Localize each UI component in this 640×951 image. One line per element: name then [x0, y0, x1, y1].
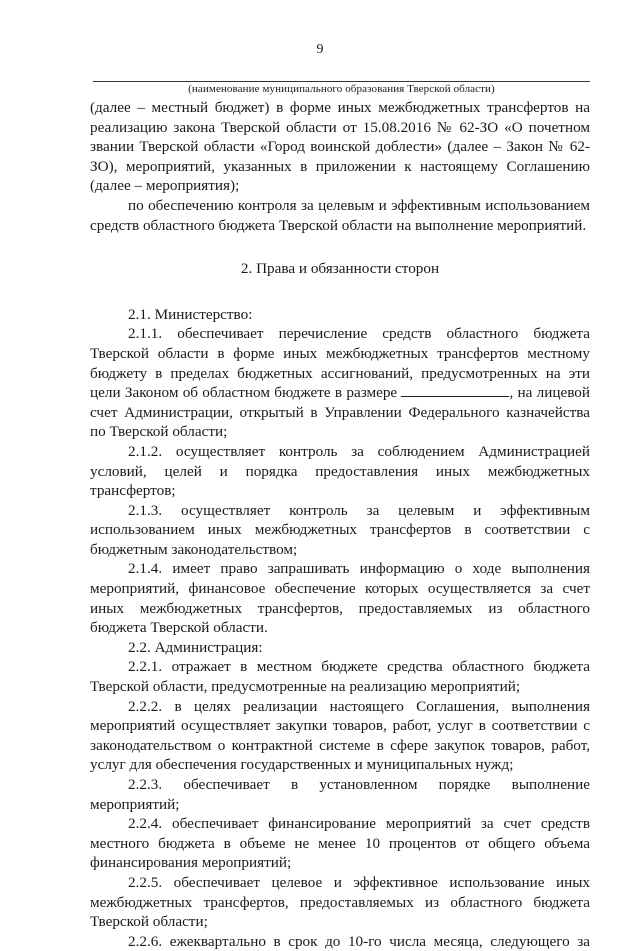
page-number: 9 — [316, 42, 324, 57]
municipality-caption: (наименование муниципального образования Тверской области) — [188, 83, 495, 95]
amount-blank-field — [401, 384, 509, 397]
document-body — [90, 98, 590, 951]
municipality-name-line — [93, 81, 590, 82]
ministry-clause-2-1-2: 2.1.2. осуществляет контроль за соблюдением Администрацией условий, целей и порядка предоставления иных межбюджетных трансфертов; — [90, 442, 590, 500]
administration-clause-2-2-1: 2.2.1. отражает в местном бюджете средства областного бюджета Тверской области, предусмотренные на реализацию мероприятий; — [90, 658, 590, 696]
intro-line-3: по обеспечению контроля за целевым и эффективным использованием средств областного бюджета Тверской области на выполнение мероприятий. — [90, 196, 590, 234]
ministry-clause-2-1-1 — [90, 324, 590, 442]
ministry-clause-2-1-3: 2.1.3. осуществляет контроль за целевым и эффективным использованием иных межбюджетных трансфертов в соответствии с бюджетным законодательством; — [90, 501, 590, 558]
administration-clause-2-2-4: 2.2.4. обеспечивает финансирование мероприятий за счет средств местного бюджета в объеме не менее 10 процентов от общего объема финансирования мероприятий; — [90, 815, 590, 872]
ministry-clause-2-1-4: 2.1.4. имеет право запрашивать информацию о ходе выполнения мероприятий, финансовое обеспечение которых осуществляется за счет иных межбюджетных трансфертов, предоставляемых из областного бюджета Тверской области. — [90, 560, 590, 637]
ministry-title: 2.1. Министерство: — [128, 305, 253, 323]
section-heading: 2. Права и обязанности сторон — [240, 260, 440, 278]
clause-2-1-1-text-end: , на лицевой счет Администрации, открытый в Управлении Федерального казначейства по Тверской области; — [90, 384, 590, 441]
administration-title: 2.2. Администрация: — [128, 638, 263, 656]
intro-line-1: (далее – местный бюджет) в форме иных межбюджетных трансфертов на — [90, 99, 590, 116]
administration-clause-2-2-6: 2.2.6. ежеквартально в срок до 10-го числа месяца, следующего за — [128, 932, 590, 950]
clause-2-1-1-text: 2.1.1. обеспечивает перечисление средств областного бюджета Тверской области в форме иных межбюджетных трансфертов местному бюджету в пределах бюджетных ассигнований, предусмотренных на эти цели Законом об областном бюджете в размере — [90, 325, 590, 402]
intro-line-2: реализацию закона Тверской области от 15.08.2016 № 62-ЗО «О почетном звании Тверской области «Город воинской доблести» (далее – Закон № 62-ЗО), мероприятий, указанных в приложении к настоящему Соглашению (далее – мероприятия); — [90, 118, 590, 195]
administration-clause-2-2-3: 2.2.3. обеспечивает в установленном порядке выполнение мероприятий; — [90, 776, 590, 813]
administration-clause-2-2-5: 2.2.5. обеспечивает целевое и эффективное использование иных межбюджетных трансфертов, предоставляемых из областного бюджета Тверской области; — [90, 873, 590, 931]
administration-clause-2-2-2: 2.2.2. в целях реализации настоящего Соглашения, выполнения мероприятий осуществляет закупки товаров, работ, услуг в соответствии с законодательством о контрактной системе в сфере закупок товаров, работ, услуг для обеспечения государственных и муниципальных нужд; — [90, 697, 590, 774]
